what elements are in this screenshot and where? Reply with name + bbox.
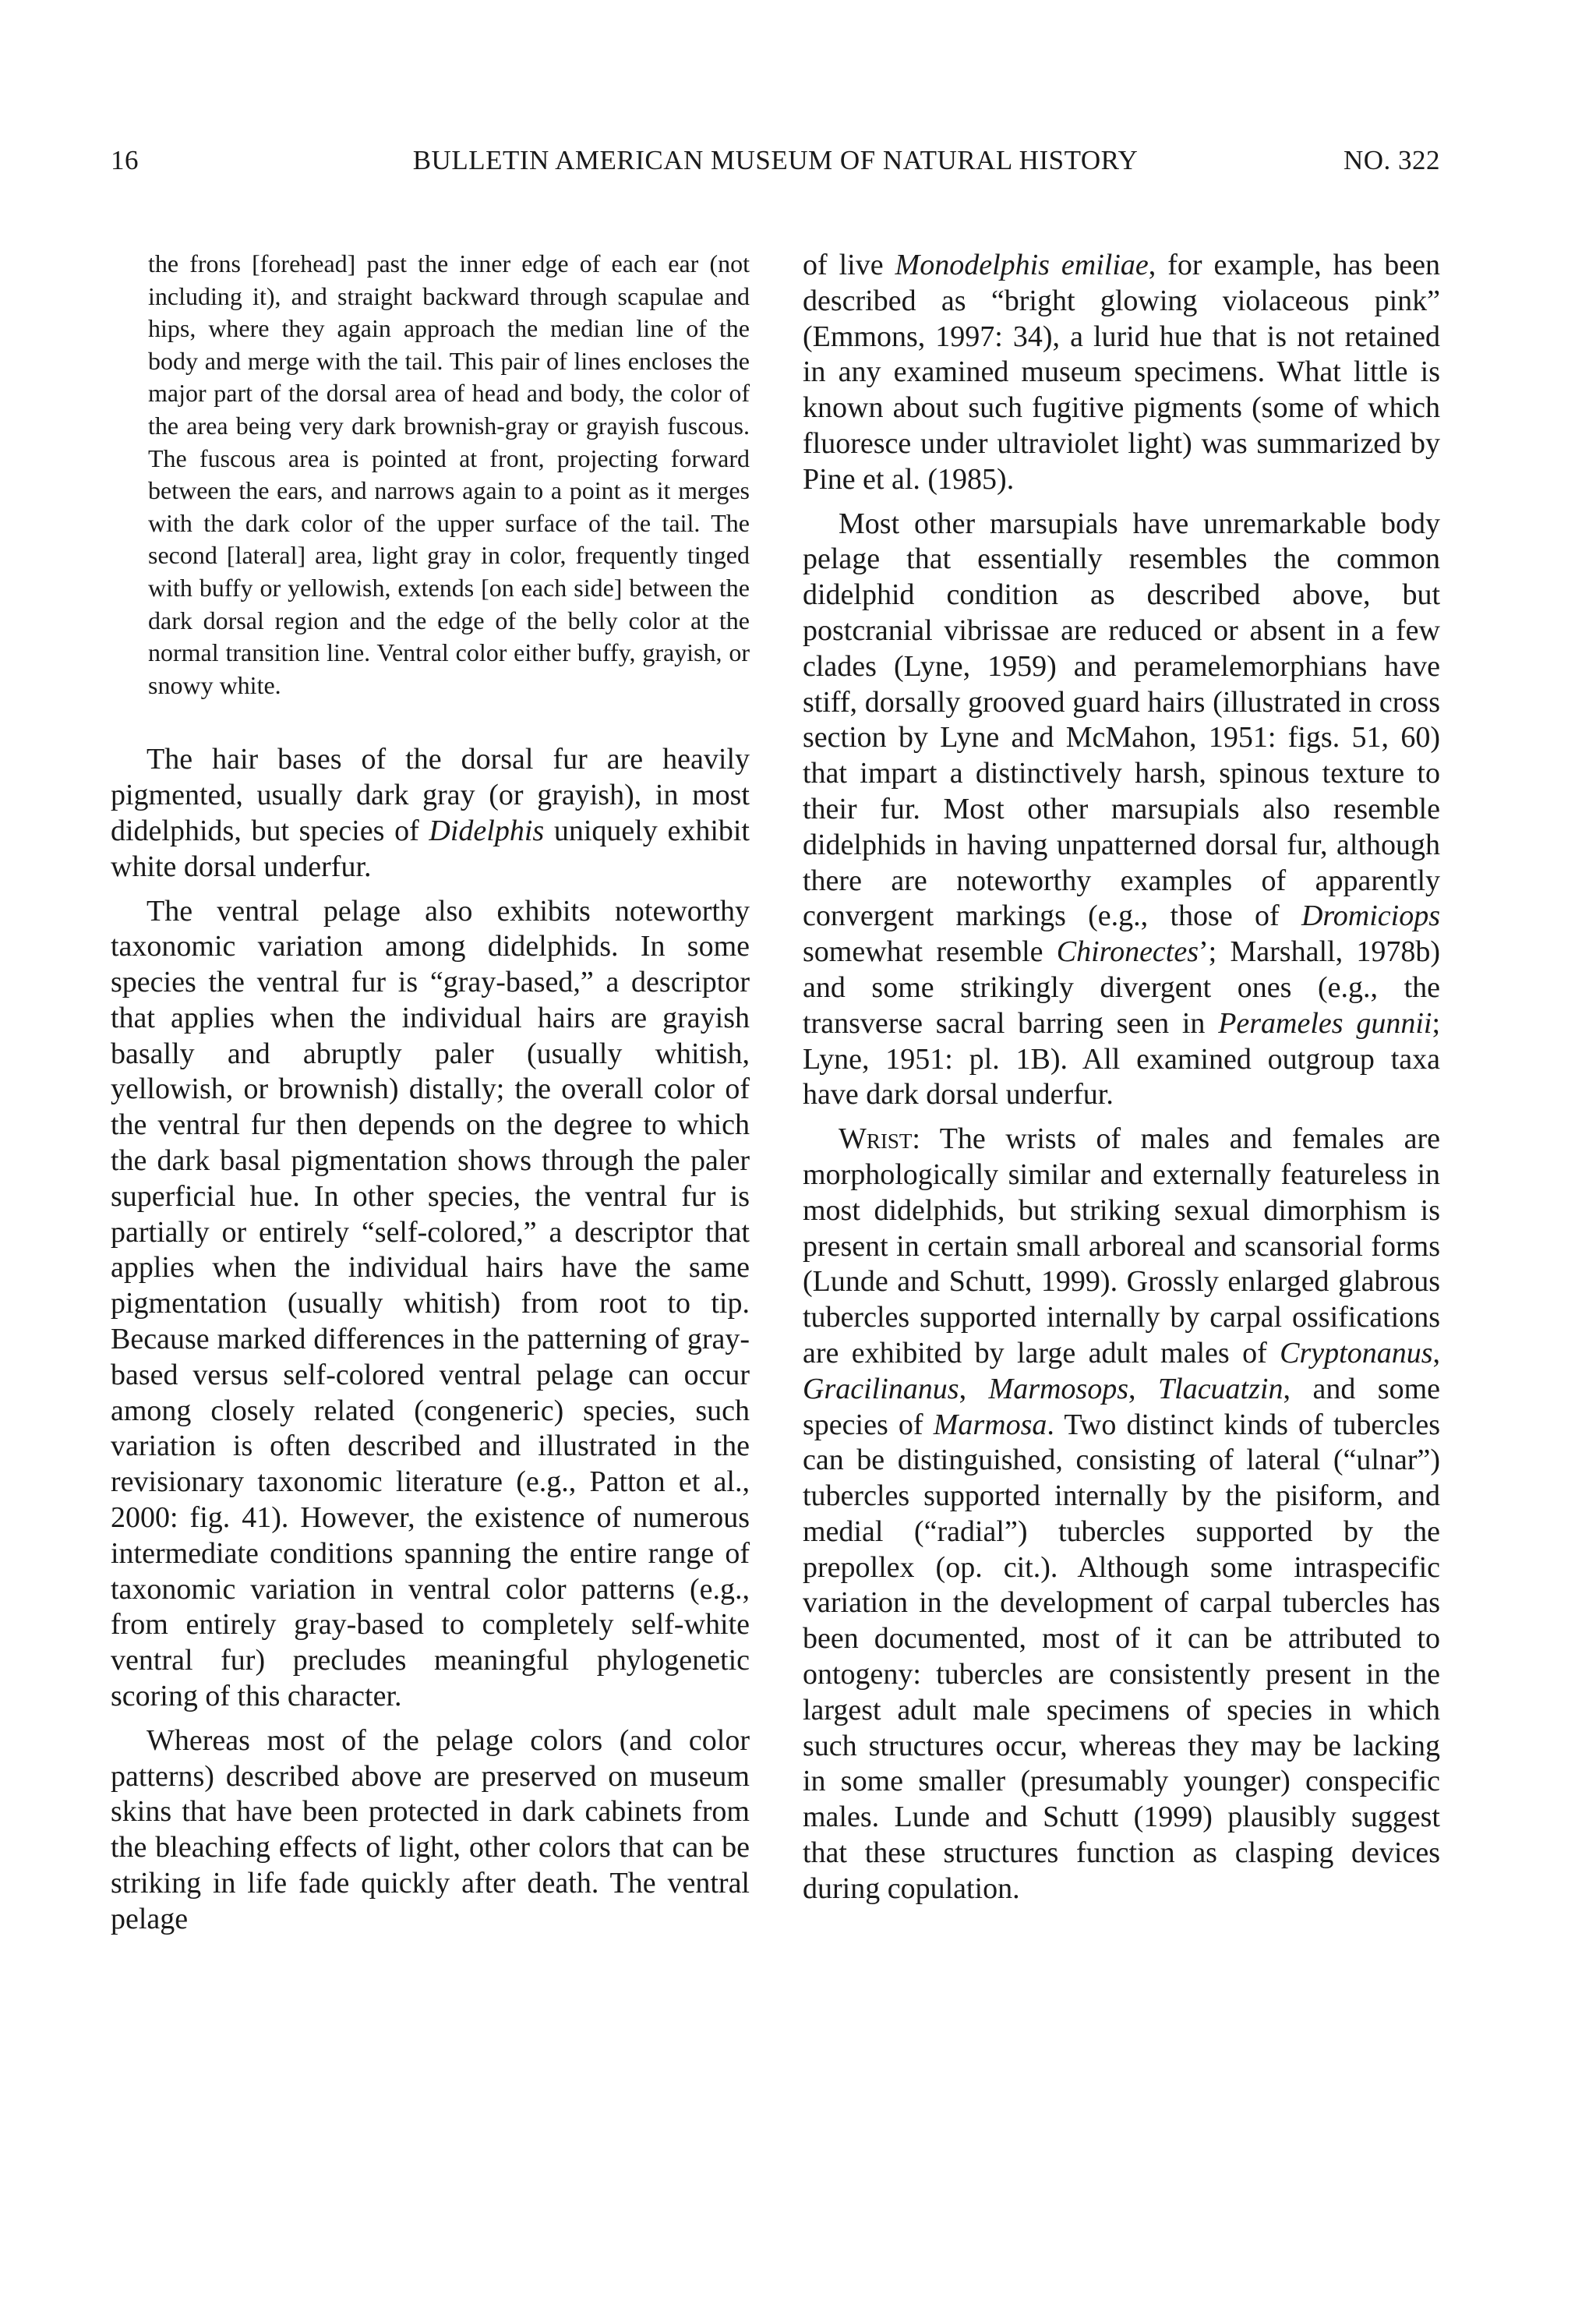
italic-taxon: Gracilinanus	[803, 1372, 959, 1405]
italic-taxon: Didelphis	[429, 814, 545, 847]
text-run: somewhat resemble	[803, 935, 1057, 969]
paragraph	[111, 742, 750, 885]
text-run: , for example, has been described as “bright glowing violaceous pink” (Emmons, 1997: 34), a lurid hue that is not retained in any examined museum specimens. What little is known about such fugitive pigments (some of which fluoresce under ultraviolet light) was summarized by Pine et al. (1985).	[803, 249, 1440, 496]
issue-number: NO. 322	[1343, 145, 1440, 175]
italic-taxon: Dromiciops	[1301, 899, 1440, 933]
italic-taxon: Marmosa	[933, 1408, 1047, 1441]
paragraph	[111, 1723, 750, 1938]
text-run: Whereas most of the pelage colors (and color patterns) described above are preserved on museum skins that have been protected in dark cabinets from the bleaching effects of light, other colors that can be striking in life fade quickly after death. The ventral pelage	[111, 1723, 750, 1935]
block-quote	[148, 248, 750, 702]
text-run: of live	[803, 249, 895, 281]
italic-taxon: Marmosops	[988, 1372, 1129, 1405]
section-heading: Wrist	[839, 1122, 913, 1156]
right-column	[803, 248, 1440, 1916]
italic-taxon: Tlacuatzin	[1158, 1372, 1284, 1405]
italic-taxon: Perameles gunnii	[1218, 1006, 1432, 1040]
paragraph	[803, 248, 1440, 498]
journal-title: BULLETIN AMERICAN MUSEUM OF NATURAL HISTORY	[412, 145, 1139, 175]
italic-taxon: Cryptonanus	[1280, 1336, 1433, 1370]
italic-taxon: Monodelphis emiliae	[895, 249, 1149, 281]
page-number: 16	[111, 145, 139, 175]
left-column	[111, 248, 750, 1946]
text-run: ’; Marshall, 1978b) and some strikingly divergent ones (e.g., the transverse sacral barring seen in	[803, 935, 1440, 1040]
text-run: ,	[1128, 1372, 1158, 1405]
text-run: uniquely exhibit white dorsal underfur.	[111, 814, 750, 883]
text-run: The ventral pelage also exhibits noteworthy taxonomic variation among didelphids. In some species the ventral fur is “gray-based,” a descriptor that applies when the individual hairs are grayish basally and abruptly paler (usually whitish, yellowish, or brownish) distally; the overall color of the ventral fur then depends on the degree to which the dark basal pigmentation shows through the paler superficial hue. In other species, the ventral fur is partially or entirely “self-colored,” a descriptor that applies when the individual hairs have the same pigmentation (usually whitish) from root to tip. Because marked differences in the patterning of gray-based versus self-colored ventral pelage can occur among closely related (congeneric) species, such variation is often described and illustrated in the revisionary taxonomic literature (e.g., Patton et al., 2000: fig. 41). However, the existence of numerous intermediate conditions spanning the entire range of taxonomic variation in ventral color patterns (e.g., from entirely gray-based to completely self-white ventral fur) precludes meaningful phylogenetic scoring of this character.	[111, 894, 750, 1713]
running-header	[111, 145, 1440, 184]
text-run: ; Lyne, 1951: pl. 1B). All examined outgroup taxa have dark dorsal underfur.	[803, 1006, 1440, 1112]
text-run: . Two distinct kinds of tubercles can be distinguished, consisting of lateral (“ulnar”) tubercles supported internally by the pisiform, and medial (“radial”) tubercles supported by the prepollex (op. cit.). Although some intraspecific variation in the development of carpal tubercles has been documented, most of it can be attributed to ontogeny: tubercles are consistently present in the largest adult male specimens of species in which such structures occur, whereas they may be lacking in some smaller (presumably younger) conspecific males. Lunde and Schutt (1999) plausibly suggest that these structures function as clasping devices during copulation.	[803, 1408, 1441, 1905]
italic-taxon: Chironectes	[1056, 935, 1199, 969]
quote-text: the frons [forehead] past the inner edge of each ear (not including it), and straight backward through scapulae and hips, where they again approach the median line of the body and merge with the tail. This pair of lines encloses the major part of the dorsal area of head and body, the color of the area being very dark brownish-gray or grayish fuscous. The fuscous area is pointed at front, projecting forward between the ears, and narrows again to a point as it merges with the dark color of the upper surface of the tail. The second [lateral] area, light gray in color, frequently tinged with buffy or yellowish, extends [on each side] between the dark dorsal region and the edge of the belly color at the normal transition line. Ventral color either buffy, grayish, or snowy white.	[148, 249, 750, 699]
paragraph	[111, 894, 750, 1715]
text-run: ,	[1432, 1336, 1440, 1370]
text-run: The hair bases of the dorsal fur are heavily pigmented, usually dark gray (or grayish), in most didelphids, but species of	[111, 743, 750, 847]
text-run: : The wrists of males and females are morphologically similar and externally featureless in most didelphids, but striking sexual dimorphism is present in certain small arboreal and scansorial forms (Lunde and Schutt, 1999). Grossly enlarged glabrous tubercles supported internally by carpal ossifications are exhibited by large adult males of	[803, 1122, 1440, 1370]
text-run: , and some species of	[803, 1372, 1441, 1441]
paragraph	[803, 507, 1440, 1114]
text-run: ,	[959, 1372, 989, 1405]
paragraph	[803, 1122, 1440, 1907]
text-run: Most other marsupials have unremarkable body pelage that essentially resembles the common didelphid condition as described above, but postcranial vibrissae are reduced or absent in a few clades (Lyne, 1959) and peramelemorphians have stiff, dorsally grooved guard hairs (illustrated in cross section by Lyne and McMahon, 1951: figs. 51, 60) that impart a distinctively harsh, spinous texture to their fur. Most other marsupials also resemble didelphids in having unpatterned dorsal fur, although there are noteworthy examples of apparently convergent markings (e.g., those of	[803, 507, 1440, 933]
